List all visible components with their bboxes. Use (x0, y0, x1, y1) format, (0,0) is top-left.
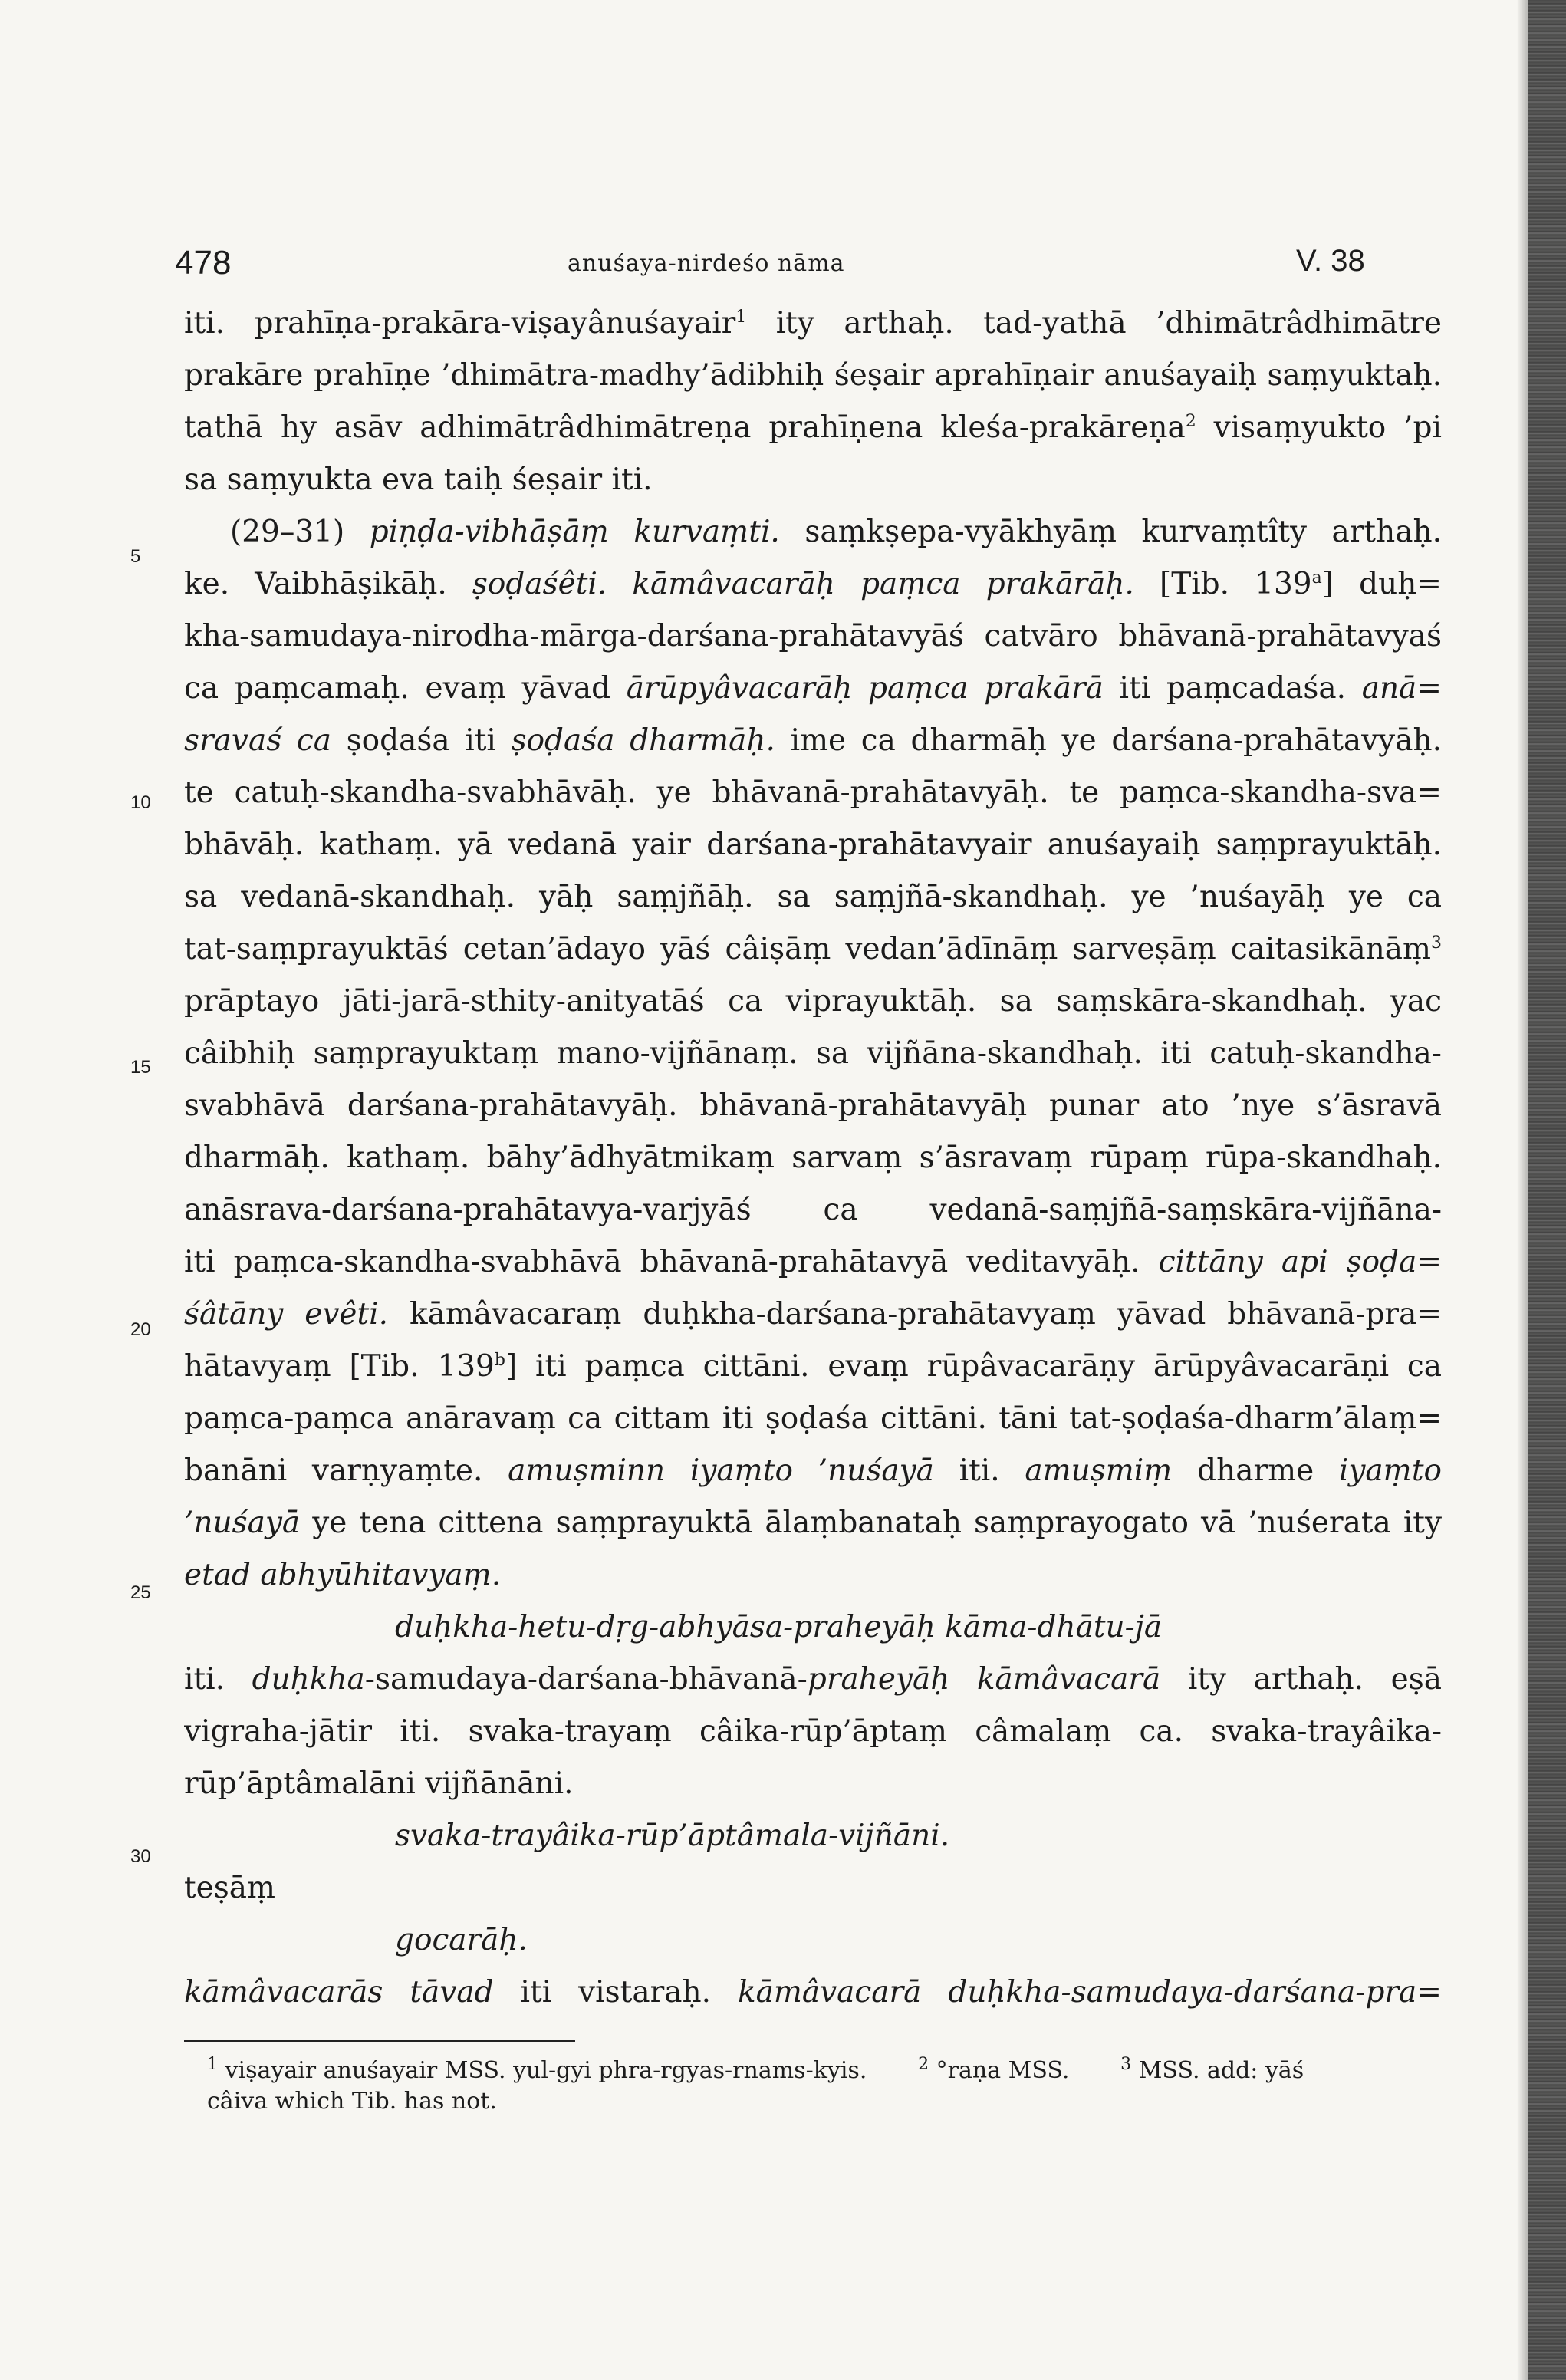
scan-edge (1528, 0, 1566, 2380)
text-line: sravaś ca ṣoḍaśa iti ṣoḍaśa dharmāḥ. ime ca dharmāḥ ye darśana-prahātavyāḥ. (184, 724, 1442, 758)
text-line: bhāvāḥ. kathaṃ. yā vedanā yair darśana-prahātavyair anuśayaiḥ saṃprayuktāḥ. (184, 828, 1442, 862)
line-number: 15 (130, 1057, 151, 1078)
text-line: vigraha-jātir iti. svaka-trayaṃ câika-rūp’āptaṃ câmalaṃ ca. svaka-trayâika- (184, 1715, 1442, 1749)
footnote-line: câiva which Tib. has not. (207, 2088, 497, 2115)
text-line: tathā hy asāv adhimātrâdhimātreṇa prahīṇena kleśa-prakāreṇa$^2$ visaṃyukto ’pi (184, 411, 1442, 445)
footnote-line: $^1$ viṣayair anuśayair MSS. yul-gyi phra-rgyas-rnams-kyis. $^2$ °raṇa MSS. $^3$ MSS. add: yāś (207, 2055, 1304, 2084)
line-number: 30 (130, 1846, 151, 1867)
section-reference: V. 38 (1296, 244, 1365, 278)
text-line: iti paṃca-skandha-svabhāvā bhāvanā-prahātavyā veditavyāḥ. cittāny api ṣoḍa= (184, 1246, 1442, 1279)
line-number: 20 (130, 1319, 151, 1340)
page-number: 478 (175, 244, 232, 281)
line-number: 10 (130, 792, 151, 813)
text-line: dharmāḥ. kathaṃ. bāhy’ādhyātmikaṃ sarvaṃ s’āsravaṃ rūpaṃ rūpa-skandhaḥ. (184, 1141, 1442, 1175)
text-line: svabhāvā darśana-prahātavyāḥ. bhāvanā-prahātavyāḥ punar ato ’nye s’āsravā (184, 1089, 1442, 1123)
text-line: iti. duḥkha-samudaya-darśana-bhāvanā-praheyāḥ kāmâvacarā ity arthaḥ. eṣā (184, 1663, 1442, 1697)
page-header (0, 244, 1503, 290)
text-line: iti. prahīṇa-prakāra-viṣayânuśayair$^1$ ity arthaḥ. tad-yathā ’dhimātrâdhimātre (184, 307, 1442, 341)
line-number: 5 (130, 546, 141, 567)
text-line: ke. Vaibhāṣikāḥ. ṣoḍaśêti. kāmâvacarāḥ paṃca prakārāḥ. [Tib. 139$^a$] duḥ= (184, 568, 1442, 601)
verse-line: gocarāḥ. (395, 1923, 528, 1957)
text-line: câibhiḥ saṃprayuktaṃ mano-vijñānaṃ. sa vijñāna-skandhaḥ. iti catuḥ-skandha- (184, 1037, 1442, 1071)
text-line: kāmâvacarās tāvad iti vistaraḥ. kāmâvacarā duḥkha-samudaya-darśana-pra= (184, 1976, 1442, 2010)
text-line: etad abhyūhitavyaṃ. (184, 1558, 502, 1592)
text-line: sa vedanā-skandhaḥ. yāḥ saṃjñāḥ. sa saṃjñā-skandhaḥ. ye ’nuśayāḥ ye ca (184, 881, 1442, 914)
text-line: ca paṃcamaḥ. evaṃ yāvad ārūpyâvacarāḥ paṃca prakārā iti paṃcadaśa. anā= (184, 672, 1442, 706)
text-line: teṣāṃ (184, 1871, 275, 1905)
text-line: śâtāny evêti. kāmâvacaraṃ duḥkha-darśana-prahātavyaṃ yāvad bhāvanā-pra= (184, 1298, 1442, 1332)
text-line: prakāre prahīṇe ’dhimātra-madhy’ādibhiḥ śeṣair aprahīṇair anuśayaiḥ saṃyuktaḥ. (184, 359, 1442, 393)
text-line: sa saṃyukta eva taiḥ śeṣair iti. (184, 463, 653, 497)
text-line: tat-saṃprayuktāś cetan’ādayo yāś câiṣāṃ vedan’ādīnāṃ sarveṣāṃ caitasikānāṃ$^3$ (184, 933, 1442, 966)
text-line: te catuḥ-skandha-svabhāvāḥ. ye bhāvanā-prahātavyāḥ. te paṃca-skandha-sva= (184, 776, 1442, 810)
verse-line: duḥkha-hetu-dṛg-abhyāsa-praheyāḥ kāma-dhātu-jā (395, 1610, 1163, 1644)
text-line: anāsrava-darśana-prahātavya-varjyāś ca vedanā-saṃjñā-saṃskāra-vijñāna- (184, 1193, 1442, 1227)
line-number: 25 (130, 1582, 151, 1603)
footnote-rule (184, 2040, 575, 2042)
text-line: hātavyaṃ [Tib. 139$^b$] iti paṃca cittāni. evaṃ rūpâvacarāṇy ārūpyâvacarāṇi ca (184, 1350, 1442, 1384)
running-title: anuśaya-nirdeśo nāma (568, 250, 845, 277)
verse-line: svaka-trayâika-rūp’āptâmala-vijñāni. (395, 1819, 950, 1853)
text-line: prāptayo jāti-jarā-sthity-anityatāś ca viprayuktāḥ. sa saṃskāra-skandhaḥ. yac (184, 985, 1442, 1019)
text-line: banāni varṇyaṃte. amuṣminn iyaṃto ’nuśayā iti. amuṣmiṃ dharme iyaṃto (184, 1454, 1442, 1488)
text-line: kha-samudaya-nirodha-mārga-darśana-prahātavyāś catvāro bhāvanā-prahātavyaś (184, 620, 1442, 653)
text-line: (29–31) piṇḍa-vibhāṣāṃ kurvaṃti. saṃkṣepa-vyākhyāṃ kurvaṃtîty arthaḥ. (230, 515, 1442, 549)
scan-shadow (1517, 0, 1528, 2380)
text-line: paṃca-paṃca anāravaṃ ca cittam iti ṣoḍaśa cittāni. tāni tat-ṣoḍaśa-dharm’ālaṃ= (184, 1402, 1442, 1436)
text-line: ’nuśayā ye tena cittena saṃprayuktā ālaṃbanataḥ saṃprayogato vā ’nuśerata ity (184, 1506, 1442, 1540)
text-line: rūp’āptâmalāni vijñānāni. (184, 1766, 574, 1801)
